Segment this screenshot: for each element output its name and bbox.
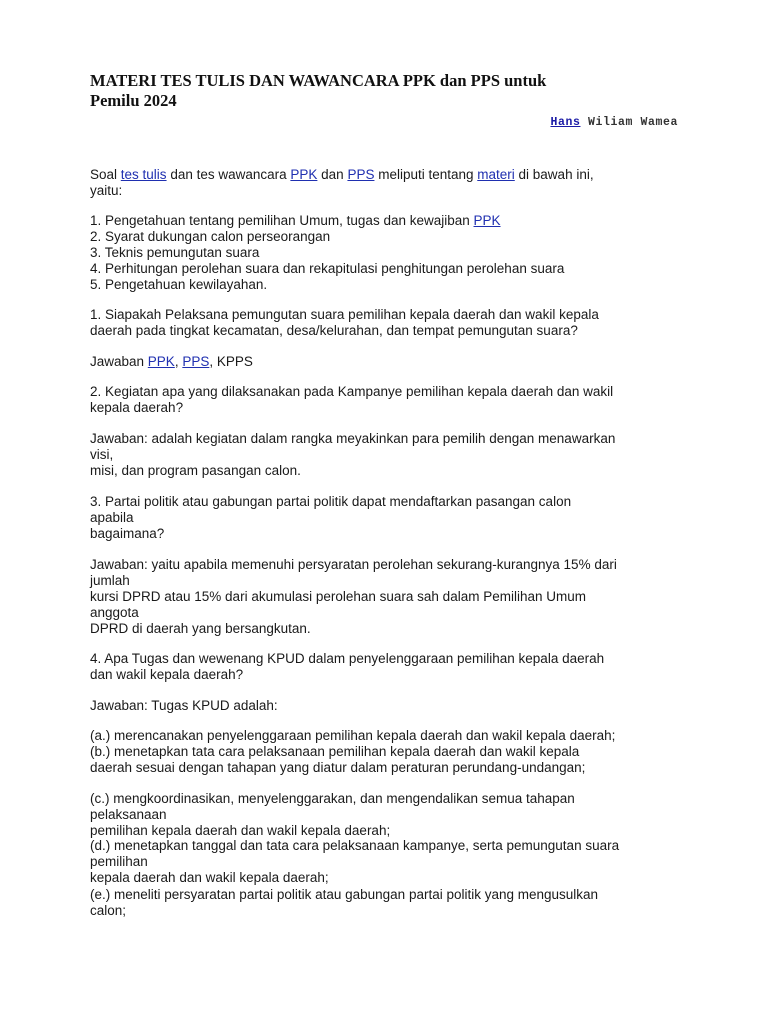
link-answer-ppk[interactable]: PPK [147, 354, 175, 369]
question-4-line-1: 4. Apa Tugas dan wewenang KPUD dalam penyelenggaraan pemilihan kepala daerah [90, 651, 605, 666]
answer-4-item-c-line-1: (c.) mengkoordinasikan, menyelenggarakan, dan mengendalikan semua tahapan [90, 791, 575, 806]
question-1-line-1: 1. Siapakah Pelaksana pemungutan suara pemilihan kepala daerah dan wakil kepala [90, 307, 599, 322]
answer-4-item-a: (a.) merencanakan penyelenggaraan pemilihan kepala daerah dan wakil kepala daerah; [90, 728, 616, 743]
question-4-line-2: dan wakil kepala daerah? [90, 667, 244, 682]
answer-4-item-d-line-3: kepala daerah dan wakil kepala daerah; [90, 870, 329, 885]
author-rest: Wiliam Wamea [587, 116, 678, 129]
answer-4-intro: Jawaban: Tugas KPUD adalah: [90, 698, 278, 713]
title-line-2: Pemilu 2024 [90, 91, 177, 110]
answer-4-item-c-line-2: pelaksanaan [90, 807, 167, 822]
link-tes-tulis[interactable]: tes tulis [120, 167, 167, 182]
title-line-1: MATERI TES TULIS DAN WAWANCARA PPK dan PPS untuk [90, 71, 547, 90]
answer-3-line-2: jumlah [90, 573, 130, 588]
answer-4-item-d-line-2: pemilihan [90, 854, 148, 869]
answer-1: Jawaban PPK, PPS, KPPS [90, 354, 253, 369]
question-3-line-1: 3. Partai politik atau gabungan partai politik dapat mendaftarkan pasangan calon [90, 494, 572, 509]
answer-3-line-5: DPRD di daerah yang bersangkutan. [90, 621, 311, 636]
topic-item-5: 5. Pengetahuan kewilayahan. [90, 277, 268, 292]
topic-item-2: 2. Syarat dukungan calon perseorangan [90, 229, 331, 244]
topic-item-4: 4. Perhitungan perolehan suara dan rekapitulasi penghitungan perolehan suara [90, 261, 565, 276]
answer-4-item-c-line-3: pemilihan kepala daerah dan wakil kepala daerah; [90, 823, 391, 838]
link-materi[interactable]: materi [477, 167, 515, 182]
intro-line-2: yaitu: [90, 183, 123, 198]
answer-2-line-2: visi, [90, 447, 114, 462]
link-ppk[interactable]: PPK [290, 167, 318, 182]
question-1-line-2: daerah pada tingkat kecamatan, desa/kelurahan, dan tempat pemungutan suara? [90, 323, 578, 338]
answer-4-item-b-line-2: daerah sesuai dengan tahapan yang diatur dalam peraturan perundang-undangan; [90, 760, 586, 775]
answer-2-line-1: Jawaban: adalah kegiatan dalam rangka meyakinkan para pemilih dengan menawarkan [90, 431, 616, 446]
answer-2-line-3: misi, dan program pasangan calon. [90, 463, 301, 478]
author-link[interactable]: Hans [550, 116, 581, 129]
answer-4-item-e-line-2: calon; [90, 903, 127, 918]
answer-3-line-3: kursi DPRD atau 15% dari akumulasi perolehan suara sah dalam Pemilihan Umum [90, 589, 586, 604]
intro-line-1: Soal tes tulis dan tes wawancara PPK dan PPS meliputi tentang materi di bawah ini, [90, 167, 594, 182]
answer-4-item-e-line-1: (e.) meneliti persyaratan partai politik atau gabungan partai politik yang mengusulkan [90, 887, 599, 902]
answer-4-item-d-line-1: (d.) menetapkan tanggal dan tata cara pelaksanaan kampanye, serta pemungutan suara [90, 838, 620, 853]
document-title [90, 71, 690, 111]
link-pps[interactable]: PPS [347, 167, 375, 182]
question-3-line-3: bagaimana? [90, 526, 165, 541]
link-answer-pps[interactable]: PPS [182, 354, 210, 369]
question-3-line-2: apabila [90, 510, 134, 525]
answer-4-item-b-line-1: (b.) menetapkan tata cara pelaksanaan pemilihan kepala daerah dan wakil kepala [90, 744, 580, 759]
question-2-line-2: kepala daerah? [90, 400, 184, 415]
topic-item-1: 1. Pengetahuan tentang pemilihan Umum, tugas dan kewajiban PPK [90, 213, 501, 228]
answer-3-line-4: anggota [90, 605, 139, 620]
topic-item-3: 3. Teknis pemungutan suara [90, 245, 260, 260]
author-byline [550, 116, 678, 129]
answer-3-line-1: Jawaban: yaitu apabila memenuhi persyaratan perolehan sekurang-kurangnya 15% dari [90, 557, 617, 572]
question-2-line-1: 2. Kegiatan apa yang dilaksanakan pada Kampanye pemilihan kepala daerah dan wakil [90, 384, 614, 399]
link-topic-ppk[interactable]: PPK [473, 213, 501, 228]
